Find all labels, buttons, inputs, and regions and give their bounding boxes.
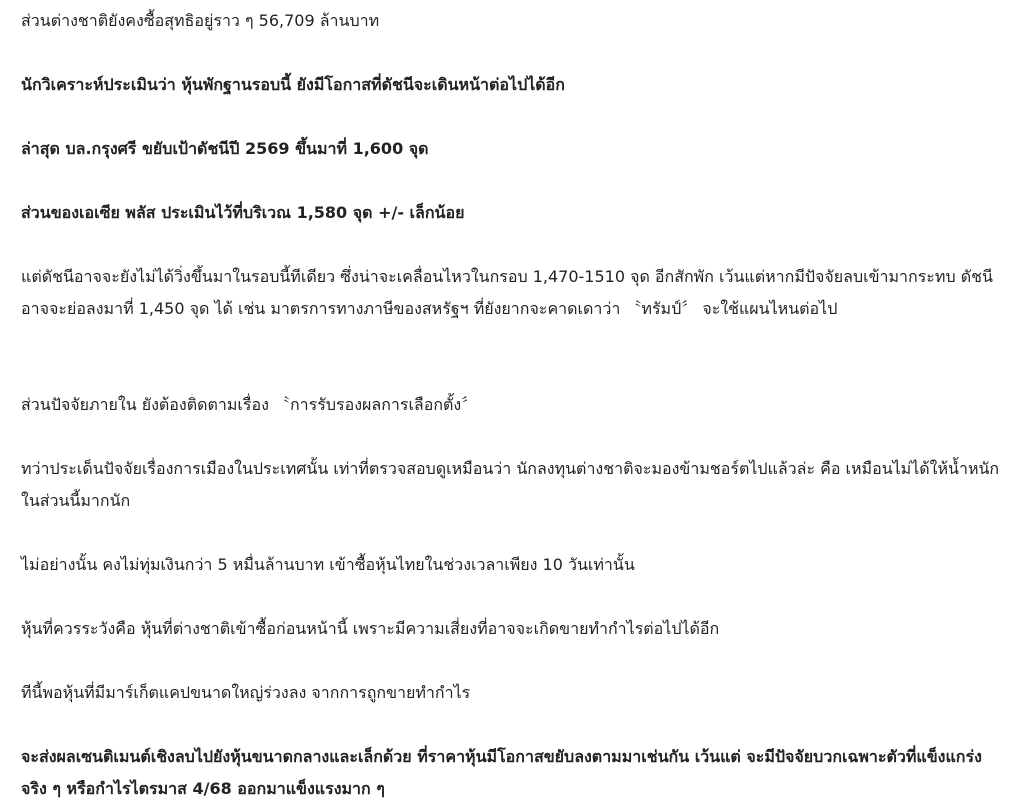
- paragraph-analyst-outlook: นักวิเคราะห์ประเมินว่า หุ้นพักฐานรอบนี้ ยังมีโอกาสที่ดัชนีจะเดินหน้าต่อไปได้อีก: [21, 75, 565, 94]
- paragraph-krungsri-target: ล่าสุด บล.กรุงศรี ขยับเป้าดัชนีปี 2569 ขึ้นมาที่ 1,600 จุด: [21, 139, 429, 158]
- paragraph-foreign-inflow: ไม่อย่างนั้น คงไม่ทุ่มเงินกว่า 5 หมื่นล้านบาท เข้าซื้อหุ้นไทยในช่วงเวลาเพียง 10 วันเท่านั้น: [21, 555, 635, 574]
- paragraph-sentiment-impact: จะส่งผลเซนติเมนต์เชิงลบไปยังหุ้นขนาดกลางและเล็กด้วย ที่ราคาหุ้นมีโอกาสขยับลงตามมาเช่นกัน เว้นแต่ จะมีปัจจัยบวกเฉพาะตัวที่แข็งแกร่งจริง ๆ หรือกำไรไตรมาส 4/68 ออกมาแข็งแรงมาก ๆ: [21, 747, 982, 798]
- paragraph-foreign-net-buy: ส่วนต่างชาติยังคงซื้อสุทธิอยู่ราว ๆ 56,709 ล้านบาท: [21, 11, 380, 30]
- paragraph-index-range: แต่ดัชนีอาจจะยังไม่ได้วิ่งขึ้นมาในรอบนี้ทีเดียว ซึ่งน่าจะเคลื่อนไหวในกรอบ 1,470-1510 จุด อีกสักพัก เว้นแต่หากมีปัจจัยลบเข้ามากระทบ ดัชนีอาจจะย่อลงมาที่ 1,450 จุด ได้ เช่น มาตรการทางภาษีของสหรัฐฯ ที่ยังยากจะคาดเดาว่า 〝ทรัมป์〞 จะใช้แผนไหนต่อไป: [21, 267, 993, 318]
- paragraph-large-cap-selloff: ทีนี้พอหุ้นที่มีมาร์เก็ตแคปขนาดใหญ่ร่วงลง จากการถูกขายทำกำไร: [21, 683, 471, 702]
- paragraph-stocks-to-watch: หุ้นที่ควรระวังคือ หุ้นที่ต่างชาติเข้าซื้อก่อนหน้านี้ เพราะมีความเสี่ยงที่อาจจะเกิดขายทำกำไรต่อไปได้อีก: [21, 619, 720, 638]
- paragraph-internal-factors: ส่วนปัจจัยภายใน ยังต้องติดตามเรื่อง 〝การรับรองผลการเลือกตั้ง〞: [21, 395, 478, 414]
- paragraph-asia-plus-target: ส่วนของเอเซีย พลัส ประเมินไว้ที่บริเวณ 1,580 จุด +/- เล็กน้อย: [21, 203, 465, 222]
- paragraph-political-factors: ทว่าประเด็นปัจจัยเรื่องการเมืองในประเทศนั้น เท่าที่ตรวจสอบดูเหมือนว่า นักลงทุนต่างชาติจะมองข้ามชอร์ตไปแล้วล่ะ คือ เหมือนไม่ได้ให้น้ำหนักในส่วนนี้มากนัก: [21, 459, 1000, 510]
